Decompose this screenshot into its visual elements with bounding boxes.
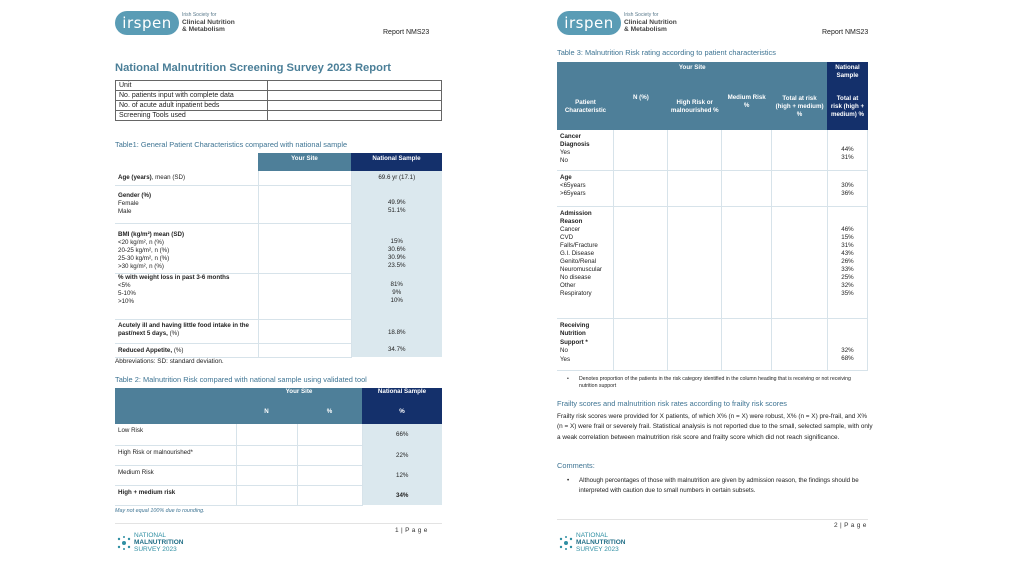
table-row: Low Risk 66% [115,424,442,445]
table-row: High + medium risk 34% [115,485,442,505]
table3-footnote: • Denotes proportion of the patients in the risk category identified in the column heading that is receiving or not receiving nutrition support [567,376,851,389]
table3-col-nat-total: Total at risk (high + medium) % [827,84,867,130]
comments-heading: Comments: [557,461,595,470]
frailty-heading: Frailty scores and malnutrition risk rates according to frailty risk scores [557,399,788,408]
abbreviations-note: Abbreviations: SD: standard deviation. [115,358,224,365]
logo-line-3: & Metabolism [624,26,667,34]
table3-col-high: High Risk or malnourished % [668,84,722,130]
footer-divider [557,519,868,520]
logo-line-2: Clinical Nutrition [624,18,677,26]
table-row: Medium Risk 12% [115,465,442,485]
info-value-cell [268,91,442,101]
table-row: Cancer Diagnosis Yes No 44% 31% [557,130,868,170]
table-row: Gender (%) Female Male 49.9% 51.1% [115,185,442,223]
survey-logo-line-3: SURVEY 2023 [576,546,619,554]
survey-logo-line-3: SURVEY 2023 [134,546,177,554]
info-row: No. patients input with complete data [116,91,442,101]
table-row: Acutely ill and having little food intake in the past/next 5 days, (%) 18.8% [115,319,442,343]
table-row: Receiving Nutrition Support * No Yes 32% 68% [557,318,868,370]
logo-line-1: Irish Society for [624,12,659,19]
table2-caption: Table 2: Malnutrition Risk compared with national sample using validated tool [115,375,367,384]
survey-logo-line-1: NATIONAL [134,532,167,539]
table3-col-total: Total at risk (high + medium) % [772,84,828,130]
table1-caption: Table1: General Patient Characteristics compared with national sample [115,140,348,149]
survey-logo-line-1: NATIONAL [576,532,609,539]
survey-footer-logo [117,532,183,553]
table1 [115,153,442,358]
info-row: Unit [116,81,442,91]
report-page-2 [555,0,905,576]
table2 [115,388,442,506]
table3-caption: Table 3: Malnutrition Risk rating according to patient characteristics [557,48,776,57]
table-row: Age <65years >65years 30% 36% [557,170,868,206]
survey-footer-logo [559,532,625,553]
survey-logo-icon [117,536,131,550]
table-row: % with weight loss in past 3-6 months <5% 5-10% >10% 81% 9% 10% [115,273,442,319]
irspen-logo [557,11,677,35]
comment-item: • Although percentages of those with malnutrition are given by admission reason, the findings should be interpreted with caution due to small numbers in certain subsets. [567,477,859,495]
page-number: 1 | P a g e [395,527,428,534]
logo-line-1: Irish Society for [182,12,217,19]
table3-col-n: N (%) [614,84,668,130]
info-value-cell [268,81,442,91]
table-row: BMI (kg/m²) mean (SD) <20 kg/m², n (%) 20-25 kg/m², n (%) 25-30 kg/m², n (%) >30 kg/m², n (%) 15% 30.6% 30.9% 23.5% [115,223,442,273]
site-info-table [115,80,442,121]
table3-col-site: Your Site [557,62,827,84]
report-code: Report NMS23 [822,29,869,36]
survey-logo-icon [559,536,573,550]
table3 [557,62,868,371]
survey-logo-line-2: MALNUTRITION [576,539,626,547]
table2-col-pct: % [297,400,362,424]
footer-divider [115,523,442,524]
survey-logo-line-2: MALNUTRITION [134,539,184,547]
logo-line-2: Clinical Nutrition [182,18,235,26]
table-row: Reduced Appetite, (%) 34.7% [115,343,442,357]
table3-col-characteristic: Patient Characteristic [557,84,614,130]
info-row: Screening Tools used [116,111,442,121]
rounding-note: May not equal 100% due to rounding. [115,508,205,514]
table2-col-n: N [236,400,297,424]
table-row: Age (years), mean (SD) 69.6 yr (17.1) [115,171,442,185]
table2-col-site: Your Site [236,388,362,400]
report-code: Report NMS23 [383,29,430,36]
table1-col-site: Your Site [258,153,351,171]
table1-col-national: National Sample [351,153,442,171]
info-row: No. of acute adult inpatient beds [116,101,442,111]
frailty-paragraph: Frailty risk scores were provided for X patients, of which X% (n = X) were robust, X% (n = X) pre-frail, and X% (n = X) were frail or severely frail. Statistical analysis is not reported due to the small, selected sample, with only a weak correlation between malnutrition risk score and frailty score which did not reach significance. [557,413,873,441]
table-row: High Risk or malnourished* 22% [115,445,442,465]
table2-col-nat-pct: % [362,400,442,424]
irspen-logo-mark: irspen [115,11,179,35]
irspen-logo-mark: irspen [557,11,621,35]
page-title: National Malnutrition Screening Survey 2023 Report [115,62,392,74]
table3-col-national: National Sample [827,62,867,84]
irspen-logo [115,11,235,35]
table-row: Admission Reason Cancer CVD Falls/Fracture G.I. Disease Genito/Renal Neuromuscular No disease Other Respiratory 46% 15% 31% 43% 26% 33% 25% 32% 35% [557,206,868,318]
info-value-cell [268,101,442,111]
info-value-cell [268,111,442,121]
logo-line-3: & Metabolism [182,26,225,34]
table3-col-medium: Medium Risk % [722,84,772,130]
report-page-1 [113,0,463,576]
table2-col-national: National Sample [362,388,442,400]
page-number: 2 | P a g e [834,522,867,529]
